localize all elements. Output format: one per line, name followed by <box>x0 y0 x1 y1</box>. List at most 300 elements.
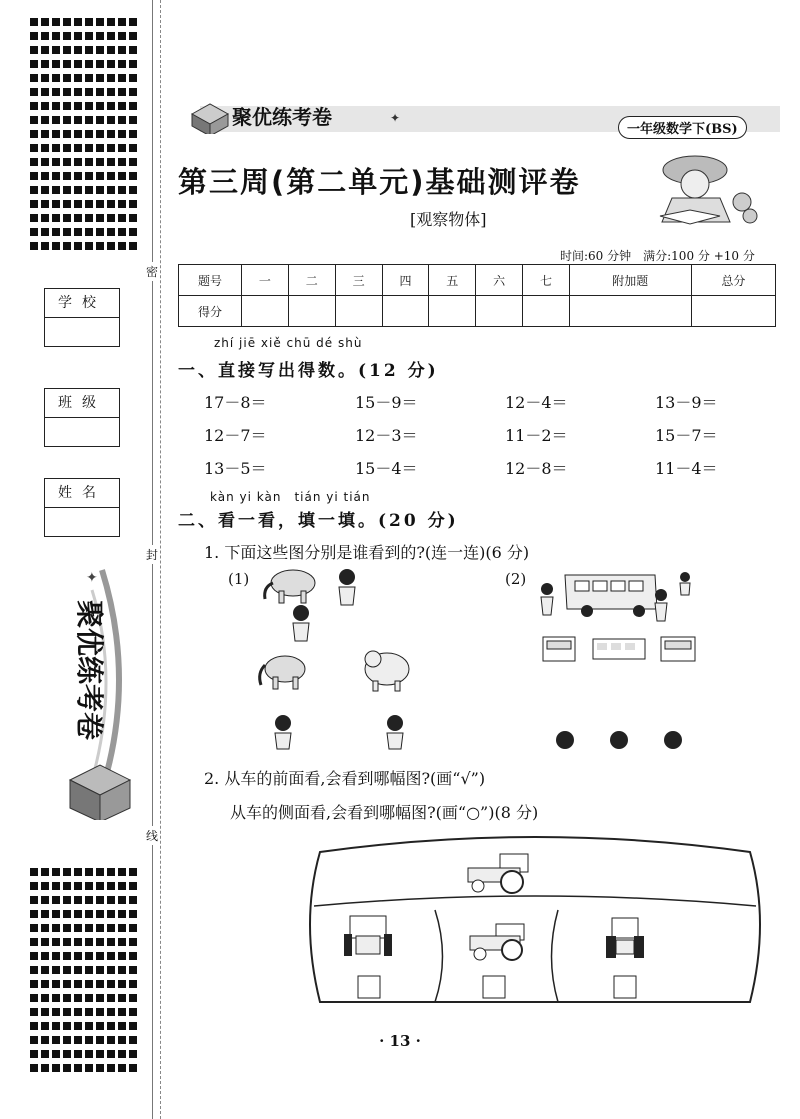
dot <box>41 130 49 138</box>
dot <box>129 214 137 222</box>
dot <box>52 1050 60 1058</box>
dot <box>30 980 38 988</box>
school-label: 学校 <box>45 289 119 318</box>
dot <box>85 228 93 236</box>
dot <box>96 882 104 890</box>
dot <box>52 144 60 152</box>
figure-label-2: (2) <box>505 570 527 588</box>
dot <box>74 228 82 236</box>
answer-box[interactable] <box>483 976 505 998</box>
dot <box>107 130 115 138</box>
dot <box>85 1008 93 1016</box>
dot <box>41 158 49 166</box>
dot <box>85 980 93 988</box>
score-input-cell[interactable] <box>382 296 429 327</box>
score-input-cell[interactable] <box>476 296 523 327</box>
equation: 11－4＝ <box>655 459 718 478</box>
dot <box>85 186 93 194</box>
dot <box>129 980 137 988</box>
dot <box>85 130 93 138</box>
dot <box>30 18 38 26</box>
dot <box>96 130 104 138</box>
cut-mark-envelope: 封 <box>146 545 158 564</box>
dot <box>96 214 104 222</box>
table-cell: 总分 <box>691 265 775 296</box>
dot <box>118 1064 126 1072</box>
table-cell: 得分 <box>179 296 242 327</box>
dot <box>41 60 49 68</box>
score-input-cell[interactable] <box>523 296 570 327</box>
dot <box>107 228 115 236</box>
dot <box>52 994 60 1002</box>
dot <box>129 172 137 180</box>
decorative-dot-pattern-top <box>30 18 140 250</box>
page-subtitle: [观察物体] <box>410 210 487 229</box>
dot <box>52 186 60 194</box>
dot <box>107 924 115 932</box>
answer-box[interactable] <box>614 976 636 998</box>
dot <box>118 102 126 110</box>
dot <box>63 1008 71 1016</box>
dot <box>30 242 38 250</box>
dot <box>107 144 115 152</box>
table-cell: 五 <box>429 265 476 296</box>
equation: 11－2＝ <box>505 426 568 445</box>
dot <box>118 910 126 918</box>
dot <box>30 924 38 932</box>
class-input-area[interactable] <box>45 418 119 446</box>
svg-text:✦: ✦ <box>390 111 401 125</box>
dot <box>118 18 126 26</box>
dot <box>129 88 137 96</box>
dot <box>118 952 126 960</box>
dot <box>107 214 115 222</box>
dot <box>85 242 93 250</box>
equation: 15－4＝ <box>355 459 418 478</box>
dot <box>74 130 82 138</box>
dot <box>85 1050 93 1058</box>
dot <box>118 1008 126 1016</box>
dot <box>96 60 104 68</box>
dot <box>118 980 126 988</box>
dot <box>107 980 115 988</box>
cube-icon <box>70 765 130 820</box>
dot <box>107 88 115 96</box>
dot <box>96 966 104 974</box>
table-cell: 六 <box>476 265 523 296</box>
child-icon <box>387 715 403 749</box>
dot <box>74 186 82 194</box>
dot <box>118 144 126 152</box>
elephant-back-view-icon <box>365 651 409 691</box>
dot <box>41 1022 49 1030</box>
dot <box>52 200 60 208</box>
dot <box>118 994 126 1002</box>
dot <box>63 952 71 960</box>
dot <box>41 242 49 250</box>
dot <box>85 200 93 208</box>
dot <box>63 1064 71 1072</box>
dot <box>63 242 71 250</box>
dot <box>30 938 38 946</box>
score-input-cell[interactable] <box>429 296 476 327</box>
dot <box>96 144 104 152</box>
dot <box>107 938 115 946</box>
dot <box>96 242 104 250</box>
equation: 12－4＝ <box>505 393 568 412</box>
tractor-icon <box>468 854 528 893</box>
section1-pinyin: zhí jiē xiě chū dé shù <box>214 336 363 350</box>
dot <box>74 1008 82 1016</box>
school-input-area[interactable] <box>45 318 119 346</box>
dot <box>129 158 137 166</box>
dot <box>85 924 93 932</box>
dot <box>63 88 71 96</box>
dot <box>52 18 60 26</box>
dot <box>52 882 60 890</box>
dot <box>96 1008 104 1016</box>
dot <box>63 186 71 194</box>
dot <box>63 882 71 890</box>
dot <box>52 74 60 82</box>
dot <box>129 102 137 110</box>
tractor-views-figure <box>300 832 770 1022</box>
table-cell: 七 <box>523 265 570 296</box>
dot <box>107 46 115 54</box>
dot <box>74 1050 82 1058</box>
dot <box>74 980 82 988</box>
dot <box>129 1008 137 1016</box>
dot <box>30 1008 38 1016</box>
score-table-score-row <box>179 296 776 327</box>
dot <box>63 172 71 180</box>
dot <box>30 882 38 890</box>
dot <box>30 1022 38 1030</box>
dot <box>74 868 82 876</box>
dot <box>129 186 137 194</box>
dot <box>63 116 71 124</box>
dot <box>74 144 82 152</box>
dot <box>74 896 82 904</box>
dot <box>118 242 126 250</box>
bus-icon <box>565 575 657 617</box>
dot <box>30 910 38 918</box>
score-input-cell[interactable] <box>569 296 691 327</box>
question-2-line2: 从车的侧面看,会看到哪幅图?(画“○”)(8 分) <box>230 803 539 822</box>
dot <box>96 228 104 236</box>
table-cell: 一 <box>242 265 289 296</box>
dot <box>129 896 137 904</box>
dot <box>85 214 93 222</box>
dot <box>129 868 137 876</box>
dot <box>63 896 71 904</box>
dot <box>30 172 38 180</box>
dot <box>118 130 126 138</box>
dot <box>52 116 60 124</box>
dot <box>85 32 93 40</box>
table-cell: 题号 <box>179 265 242 296</box>
dot <box>129 130 137 138</box>
dot <box>85 966 93 974</box>
score-input-cell[interactable] <box>691 296 775 327</box>
dot <box>74 966 82 974</box>
dot <box>74 952 82 960</box>
dot <box>52 88 60 96</box>
class-label: 班级 <box>45 389 119 418</box>
dot <box>129 952 137 960</box>
dot <box>85 116 93 124</box>
dot <box>107 18 115 26</box>
dot <box>118 868 126 876</box>
dot <box>52 910 60 918</box>
dot <box>74 910 82 918</box>
dot <box>41 214 49 222</box>
dot <box>63 46 71 54</box>
child-head-icon <box>664 731 682 749</box>
dot <box>63 966 71 974</box>
dot <box>30 32 38 40</box>
dot <box>52 1008 60 1016</box>
dot <box>129 882 137 890</box>
dot <box>96 1022 104 1030</box>
dot <box>85 102 93 110</box>
dot <box>74 242 82 250</box>
figure-label-1: (1) <box>228 570 250 588</box>
dot <box>107 158 115 166</box>
dot <box>52 46 60 54</box>
dot <box>96 1064 104 1072</box>
dot <box>107 910 115 918</box>
dot <box>74 74 82 82</box>
dot <box>30 228 38 236</box>
dot <box>118 158 126 166</box>
dot <box>129 228 137 236</box>
dot <box>96 910 104 918</box>
dot <box>96 952 104 960</box>
score-table <box>178 264 776 327</box>
dot <box>118 172 126 180</box>
dot <box>41 910 49 918</box>
score-input-cell[interactable] <box>288 296 335 327</box>
dot <box>85 938 93 946</box>
dot <box>74 938 82 946</box>
dot <box>41 102 49 110</box>
dot <box>107 200 115 208</box>
dot <box>74 172 82 180</box>
dot <box>129 144 137 152</box>
dot <box>118 88 126 96</box>
dot <box>41 1050 49 1058</box>
dot <box>52 214 60 222</box>
dot <box>30 88 38 96</box>
dot <box>118 228 126 236</box>
dot <box>85 18 93 26</box>
dot <box>74 88 82 96</box>
dot <box>41 924 49 932</box>
dot <box>30 1050 38 1058</box>
dot <box>129 46 137 54</box>
name-input-area[interactable] <box>45 508 119 536</box>
dot <box>96 868 104 876</box>
score-input-cell[interactable] <box>242 296 289 327</box>
page-title: 第三周(第二单元)基础测评卷 <box>178 165 581 199</box>
dot <box>129 966 137 974</box>
dot <box>41 172 49 180</box>
dot <box>63 158 71 166</box>
dot <box>52 980 60 988</box>
dot <box>107 966 115 974</box>
dot <box>41 144 49 152</box>
dot <box>63 1050 71 1058</box>
dot <box>118 924 126 932</box>
dot <box>96 158 104 166</box>
equation: 12－8＝ <box>505 459 568 478</box>
dot <box>41 994 49 1002</box>
dot <box>30 1064 38 1072</box>
dot <box>30 994 38 1002</box>
child-icon <box>680 572 690 595</box>
section1-heading: 一、直接写出得数。(12 分) <box>178 361 439 381</box>
dot <box>52 228 60 236</box>
dot <box>41 966 49 974</box>
dot <box>96 46 104 54</box>
dot <box>63 228 71 236</box>
dot <box>129 242 137 250</box>
dot <box>107 1050 115 1058</box>
table-cell: 四 <box>382 265 429 296</box>
elephant-side-view-icon <box>260 656 305 689</box>
dot <box>52 172 60 180</box>
dot <box>107 186 115 194</box>
cut-mark-line: 线 <box>146 826 158 845</box>
dot <box>118 186 126 194</box>
dot <box>129 60 137 68</box>
dot <box>129 200 137 208</box>
dot <box>118 1050 126 1058</box>
dot <box>96 200 104 208</box>
dot <box>107 896 115 904</box>
dot <box>52 102 60 110</box>
dot <box>74 102 82 110</box>
dot <box>30 102 38 110</box>
table-cell: 附加题 <box>569 265 691 296</box>
class-field <box>44 388 120 447</box>
exam-time-and-score: 时间:60 分钟 满分:100 分 +10 分 <box>560 249 755 263</box>
dot <box>85 952 93 960</box>
dot <box>74 46 82 54</box>
elephant-observation-figure <box>255 565 435 755</box>
dot <box>85 1064 93 1072</box>
dot <box>30 144 38 152</box>
dot <box>52 32 60 40</box>
equation: 13－5＝ <box>204 459 267 478</box>
dot <box>52 952 60 960</box>
score-input-cell[interactable] <box>335 296 382 327</box>
dot <box>30 952 38 960</box>
dot <box>30 158 38 166</box>
dot <box>52 242 60 250</box>
dot <box>107 60 115 68</box>
dot <box>74 32 82 40</box>
dot <box>129 994 137 1002</box>
bus-back-view-icon <box>661 637 695 661</box>
dot <box>41 868 49 876</box>
name-label: 姓名 <box>45 479 119 508</box>
answer-box[interactable] <box>358 976 380 998</box>
dot <box>63 102 71 110</box>
dot <box>74 18 82 26</box>
dot <box>30 966 38 974</box>
dot <box>118 200 126 208</box>
dot <box>63 924 71 932</box>
dot <box>96 980 104 988</box>
table-cell: 三 <box>335 265 382 296</box>
equation: 12－7＝ <box>204 426 267 445</box>
dot <box>107 74 115 82</box>
name-field <box>44 478 120 537</box>
dot <box>52 130 60 138</box>
dot <box>107 1022 115 1030</box>
girl-reading-illustration <box>650 150 760 230</box>
dot <box>118 214 126 222</box>
dot <box>107 994 115 1002</box>
cut-mark-seal: 密 <box>146 262 158 281</box>
dot <box>85 1022 93 1030</box>
dot <box>118 938 126 946</box>
dot <box>30 60 38 68</box>
dot <box>41 1008 49 1016</box>
dot <box>63 938 71 946</box>
dot <box>74 60 82 68</box>
grade-badge: 一年级数学下(BS) <box>618 116 747 139</box>
dot <box>129 938 137 946</box>
bus-side-view-icon <box>593 639 645 659</box>
child-head-icon <box>610 731 628 749</box>
dot <box>63 868 71 876</box>
dot <box>41 200 49 208</box>
dot <box>107 882 115 890</box>
dot <box>41 882 49 890</box>
dot <box>41 88 49 96</box>
score-table-header-row <box>179 265 776 296</box>
dot <box>52 1022 60 1030</box>
dot <box>41 32 49 40</box>
dot <box>41 228 49 236</box>
dot <box>129 74 137 82</box>
dot <box>41 896 49 904</box>
dot <box>74 214 82 222</box>
dot <box>118 882 126 890</box>
question-1: 1. 下面这些图分别是谁看到的?(连一连)(6 分) <box>204 543 530 562</box>
dot <box>129 910 137 918</box>
dot <box>74 1022 82 1030</box>
dot <box>96 88 104 96</box>
dot <box>107 868 115 876</box>
dot <box>118 1022 126 1030</box>
child-icon <box>293 605 309 641</box>
dot <box>41 116 49 124</box>
child-icon <box>541 583 553 615</box>
dot <box>96 116 104 124</box>
dot <box>63 980 71 988</box>
dot <box>107 1064 115 1072</box>
cut-line <box>160 0 161 1119</box>
vertical-brand-text: 聚优练考卷 <box>73 600 106 741</box>
dot <box>107 116 115 124</box>
equation: 15－9＝ <box>355 393 418 412</box>
dot <box>129 1022 137 1030</box>
school-field <box>44 288 120 347</box>
